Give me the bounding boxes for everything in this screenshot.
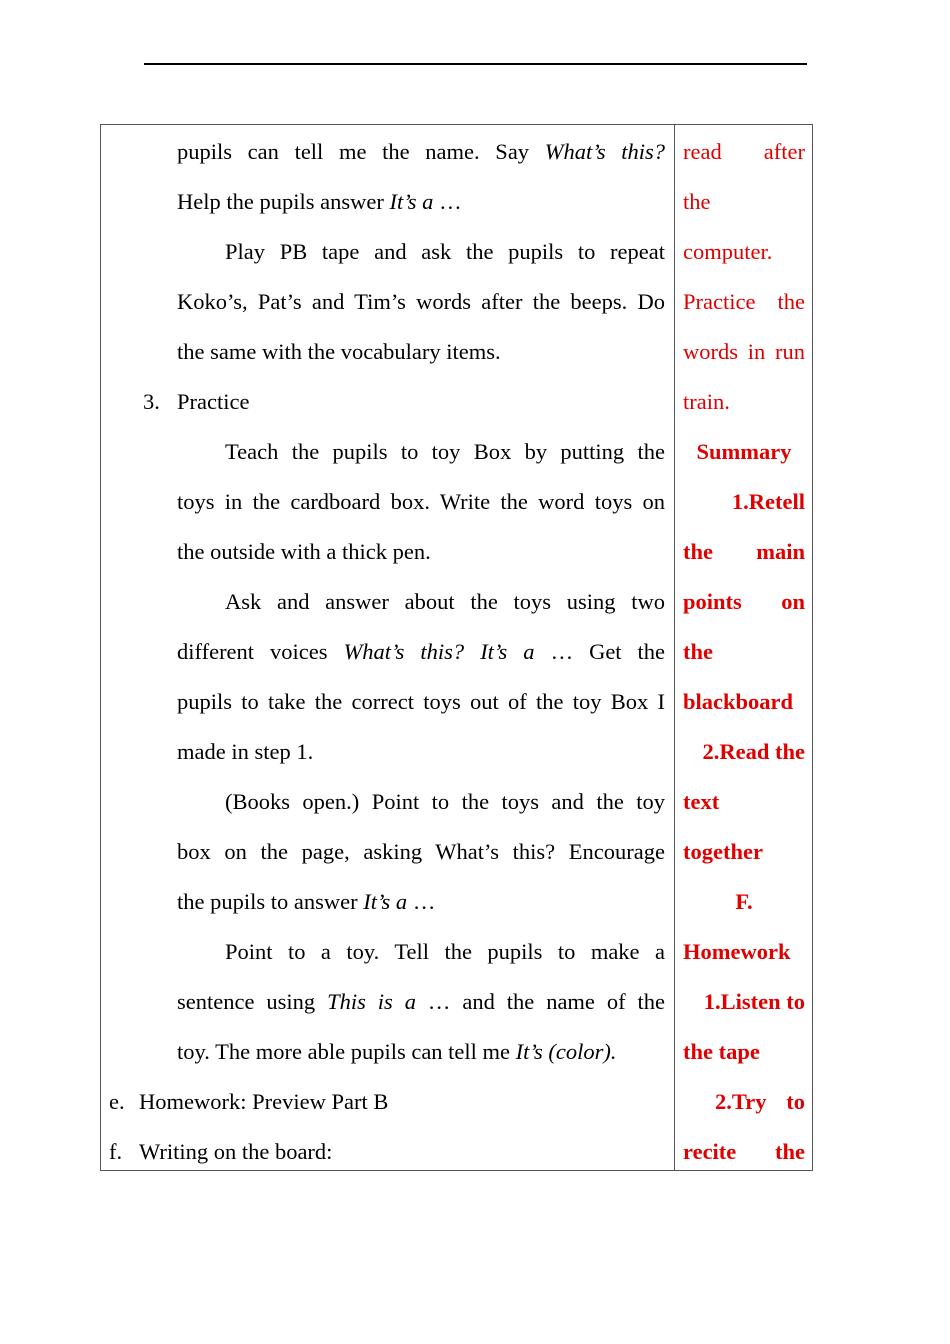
note-line: train. bbox=[683, 389, 730, 414]
paragraph-line: box on the page, asking What’s this? Encourage bbox=[177, 839, 665, 864]
paragraph-line: pupils to take the correct toys out of the toy Box I bbox=[177, 689, 665, 714]
section-heading: Practice bbox=[177, 389, 250, 414]
note-line: the bbox=[683, 189, 711, 214]
summary-line: 1.Retell bbox=[731, 489, 805, 514]
paragraph-line: the same with the vocabulary items. bbox=[177, 339, 501, 364]
paragraph-line: the pupils to answer It’s a … bbox=[177, 889, 436, 914]
board-writing-item: Writing on the board: bbox=[139, 1139, 333, 1164]
lesson-plan-table bbox=[100, 124, 813, 1171]
paragraph-line: sentence using This is a … and the name of the bbox=[177, 989, 665, 1014]
paragraph-line: the outside with a thick pen. bbox=[177, 539, 431, 564]
paragraph-line: different voices What’s this? It’s a … Get the bbox=[177, 639, 665, 664]
list-number: 3. bbox=[143, 389, 160, 414]
paragraph-line: Ask and answer about the toys using two bbox=[225, 589, 665, 614]
summary-line: points on bbox=[683, 589, 805, 614]
paragraph-line: toys in the cardboard box. Write the word toys on bbox=[177, 489, 665, 514]
homework-line: the tape bbox=[683, 1039, 760, 1064]
note-line: words in run bbox=[683, 339, 805, 364]
homework-item: Homework: Preview Part B bbox=[139, 1089, 389, 1114]
summary-line: blackboard bbox=[683, 689, 794, 714]
paragraph-line: Teach the pupils to toy Box by putting the bbox=[225, 439, 665, 464]
homework-heading: Homework bbox=[683, 939, 791, 964]
summary-line: the main bbox=[683, 539, 805, 564]
paragraph-line: Help the pupils answer It’s a … bbox=[177, 189, 462, 214]
note-line: Practice the bbox=[683, 289, 805, 314]
summary-line: together bbox=[683, 839, 763, 864]
homework-line: 2.Try to bbox=[715, 1089, 805, 1114]
note-line: read after bbox=[683, 139, 805, 164]
homework-line: recite the bbox=[683, 1139, 805, 1164]
column-divider bbox=[674, 125, 675, 1170]
header-rule bbox=[144, 63, 807, 65]
paragraph-line: Play PB tape and ask the pupils to repeat bbox=[225, 239, 665, 264]
paragraph-line: made in step 1. bbox=[177, 739, 314, 764]
list-label: f. bbox=[109, 1139, 123, 1164]
paragraph-line: toy. The more able pupils can tell me It’s (color). bbox=[177, 1039, 617, 1064]
summary-line: the bbox=[683, 639, 713, 664]
paragraph-line: Point to a toy. Tell the pupils to make a bbox=[225, 939, 665, 964]
summary-line: 2.Read the bbox=[702, 739, 805, 764]
summary-heading: Summary bbox=[696, 439, 792, 464]
paragraph-line: (Books open.) Point to the toys and the toy bbox=[225, 789, 665, 814]
summary-line: text bbox=[683, 789, 720, 814]
note-line: computer. bbox=[683, 239, 773, 264]
list-label: e. bbox=[109, 1089, 125, 1114]
paragraph-line: pupils can tell me the name. Say What’s this? bbox=[177, 139, 665, 164]
homework-heading-letter: F. bbox=[735, 889, 753, 914]
paragraph-line: Koko’s, Pat’s and Tim’s words after the beeps. Do bbox=[177, 289, 665, 314]
homework-line: 1.Listen to bbox=[703, 989, 805, 1014]
